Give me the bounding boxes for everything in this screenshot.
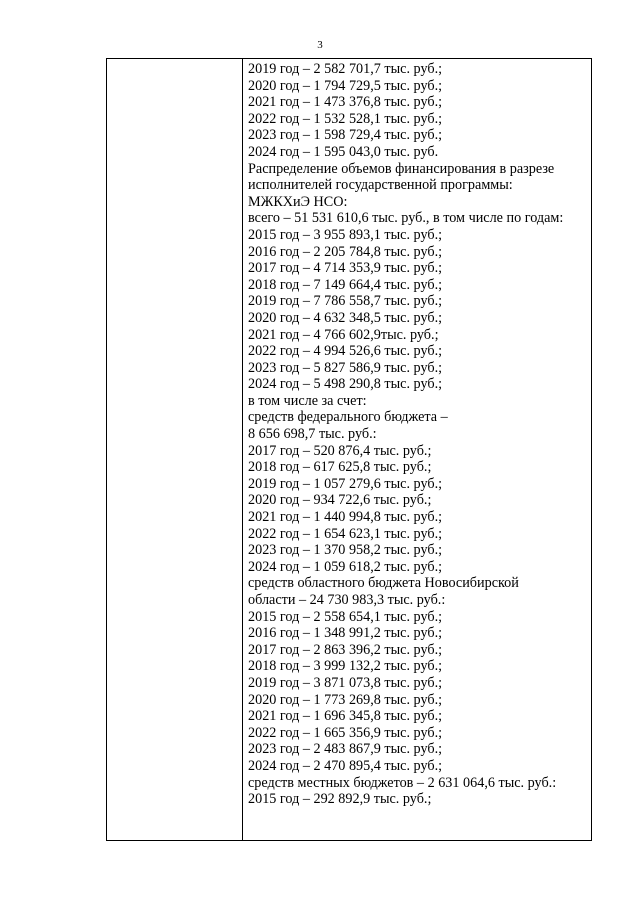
text-line: 2015 год – 2 558 654,1 тыс. руб.; [248, 608, 443, 625]
text-line: 2018 год – 3 999 132,2 тыс. руб.; [248, 658, 443, 675]
text-line: 2017 год – 520 876,4 тыс. руб.; [248, 442, 432, 459]
text-line: 2022 год – 1 665 356,9 тыс. руб.; [248, 724, 443, 741]
text-line: всего – 51 531 610,6 тыс. руб., в том числе по годам: [248, 210, 564, 227]
text-line: 2019 год – 2 582 701,7 тыс. руб.; [248, 61, 443, 77]
text-line: 2016 год – 1 348 991,2 тыс. руб.; [248, 625, 443, 642]
text-line: 2015 год – 3 955 893,1 тыс. руб.; [248, 226, 443, 243]
column-divider [242, 59, 243, 840]
text-line: 2021 год – 4 766 602,9тыс. руб.; [248, 326, 439, 343]
text-line: 2021 год – 1 473 376,8 тыс. руб.; [248, 94, 443, 111]
text-line: средств областного бюджета Новосибирской [248, 575, 519, 592]
text-line: 2018 год – 7 149 664,4 тыс. руб.; [248, 276, 443, 293]
text-line: 2020 год – 4 632 348,5 тыс. руб.; [248, 309, 443, 326]
text-line: 2021 год – 1 440 994,8 тыс. руб.; [248, 509, 443, 526]
text-line: 2018 год – 617 625,8 тыс. руб.; [248, 459, 432, 476]
table-cell-left-empty [107, 59, 242, 840]
text-line: 2024 год – 1 059 618,2 тыс. руб.; [248, 558, 443, 575]
text-line: 8 656 698,7 тыс. руб.: [248, 426, 377, 443]
text-line: 2017 год – 2 863 396,2 тыс. руб.; [248, 641, 443, 658]
text-line: исполнителей государственной программы: [248, 177, 513, 194]
text-line: 2020 год – 1 773 269,8 тыс. руб.; [248, 691, 443, 708]
text-line: МЖКХиЭ НСО: [248, 193, 348, 210]
text-line: 2019 год – 7 786 558,7 тыс. руб.; [248, 293, 443, 310]
text-line: в том числе за счет: [248, 392, 367, 409]
text-line: 2023 год – 1 370 958,2 тыс. руб.; [248, 542, 443, 559]
text-line: 2019 год – 3 871 073,8 тыс. руб.; [248, 674, 443, 691]
text-line: 2022 год – 1 532 528,1 тыс. руб.; [248, 110, 443, 127]
text-line: 2022 год – 4 994 526,6 тыс. руб.; [248, 343, 443, 360]
text-line: 2020 год – 934 722,6 тыс. руб.; [248, 492, 432, 509]
text-line: 2023 год – 1 598 729,4 тыс. руб.; [248, 127, 443, 144]
text-line: 2024 год – 2 470 895,4 тыс. руб.; [248, 757, 443, 774]
document-table [106, 58, 592, 841]
text-line: 2024 год – 1 595 043,0 тыс. руб. [248, 143, 439, 160]
text-line: средств федерального бюджета – [248, 409, 448, 426]
text-line: 2017 год – 4 714 353,9 тыс. руб.; [248, 260, 443, 277]
text-line: области – 24 730 983,3 тыс. руб.: [248, 592, 446, 608]
table-cell-right [248, 61, 587, 808]
text-line: 2023 год – 5 827 586,9 тыс. руб.; [248, 359, 443, 376]
text-line: 2020 год – 1 794 729,5 тыс. руб.; [248, 77, 443, 94]
text-line: 2023 год – 2 483 867,9 тыс. руб.; [248, 741, 443, 758]
page-number: 3 [317, 39, 323, 51]
text-line: 2021 год – 1 696 345,8 тыс. руб.; [248, 708, 443, 725]
text-line: 2024 год – 5 498 290,8 тыс. руб.; [248, 376, 443, 393]
text-line: 2022 год – 1 654 623,1 тыс. руб.; [248, 525, 443, 542]
text-line: 2019 год – 1 057 279,6 тыс. руб.; [248, 475, 443, 492]
text-line: средств местных бюджетов – 2 631 064,6 тыс. руб.: [248, 774, 557, 791]
text-line: 2015 год – 292 892,9 тыс. руб.; [248, 791, 432, 808]
text-line: 2016 год – 2 205 784,8 тыс. руб.; [248, 243, 443, 260]
text-line: Распределение объемов финансирования в разрезе [248, 160, 555, 177]
